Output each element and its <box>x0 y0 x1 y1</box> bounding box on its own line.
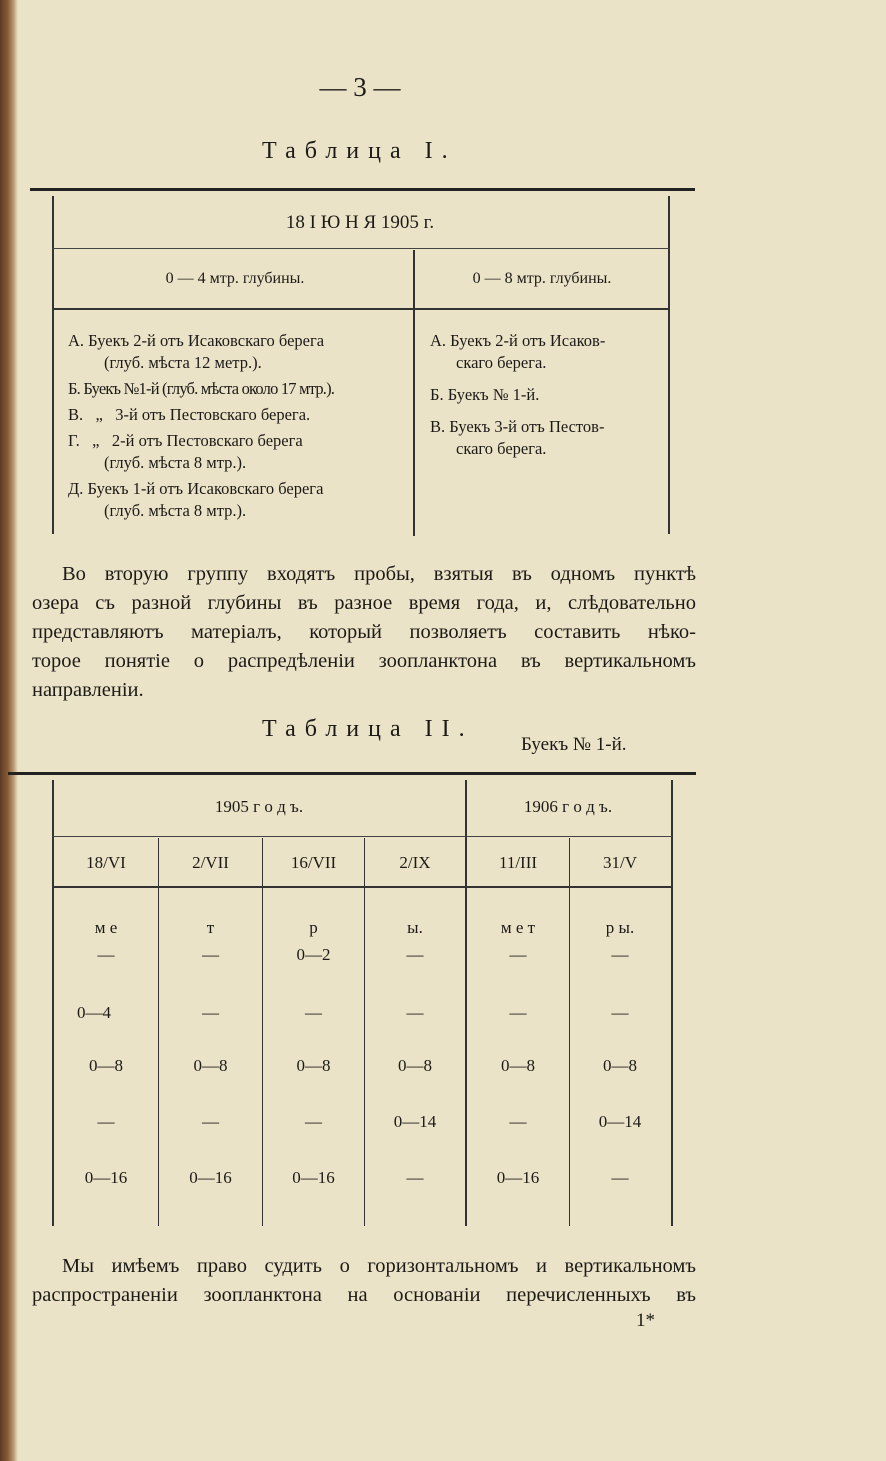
table2-right-border <box>671 780 673 1226</box>
table2-unit: м е т <box>500 918 536 937</box>
table2-top-rule <box>8 772 696 775</box>
page-number: — 3 — <box>319 72 401 102</box>
table2-unit: м е <box>94 918 118 937</box>
table1-header-divider <box>52 248 670 249</box>
table1-header: 18 I Ю Н Я 1905 г. <box>285 212 435 233</box>
table2-date: 2/IX <box>399 853 431 872</box>
list-item: В. „ 3-й отъ Пестовскаго берега. <box>68 405 311 424</box>
list-item: В. Буекъ 3-й отъ Пестов- скаго берега. <box>430 417 605 458</box>
list-item: А. Буекъ 2-й отъ Исаков- скаго берега. <box>430 331 606 372</box>
table2-date: 31/V <box>603 853 637 872</box>
table1-col-right: 0 — 8 мтр. глубины. <box>472 270 612 287</box>
table2-date: 11/III <box>498 853 538 872</box>
table2-year-1906: 1906 г о д ъ. <box>523 797 613 816</box>
table1-right-list <box>430 330 662 460</box>
list-item: Б. Буекъ № 1-й. <box>430 385 540 404</box>
table1-column-divider <box>413 250 415 536</box>
table2-unit: ы. <box>407 918 423 937</box>
table2-unit: р <box>309 918 318 937</box>
table1-subheader-divider <box>52 308 670 310</box>
paragraph-1: Во вторую группу входятъ пробы, взятыя въ одномъ пунктѣ озера съ разной глубины въ разное время года, и, слѣдовательно представляютъ матеріалъ, который позволяетъ составить нѣко- торое понятіе о распредѣленіи зоопланктона въ вертикальномъ направленіи. <box>32 563 696 701</box>
table1-top-rule <box>30 188 695 191</box>
table1-left-border <box>52 196 54 534</box>
list-item: Б. Буекъ №1-й (глуб. мѣста около 17 мтр.). <box>68 379 335 398</box>
table2-caption: Таблица II. <box>262 716 474 742</box>
table2-date: 18/VI <box>86 853 126 872</box>
list-item: А. Буекъ 2-й отъ Исаковскаго берега (глуб. мѣста 12 метр.). <box>68 331 325 372</box>
table2-unit: р ы. <box>605 918 635 937</box>
table2-buoy-label: Буекъ № 1-й. <box>521 734 627 755</box>
table1-col-left: 0 — 4 мтр. глубины. <box>165 270 305 287</box>
table1-right-border <box>668 196 670 534</box>
table2-year-1905: 1905 г о д ъ. <box>214 797 304 816</box>
table1-caption: Таблица I. <box>262 138 457 164</box>
table2-year-row-divider <box>52 836 672 837</box>
paragraph-2: Мы имѣемъ право судить о горизонтальномъ и вертикальномъ распространеніи зоопланктона на основаніи перечисленныхъ въ <box>32 1255 696 1306</box>
table2-date: 2/VII <box>192 853 229 872</box>
signature-mark: 1* <box>636 1310 655 1331</box>
table2-unit: т <box>206 918 215 937</box>
book-spine-shadow <box>0 0 18 1461</box>
list-item: Г. „ 2-й отъ Пестовскаго берега (глуб. мѣста 8 мтр.). <box>68 431 303 472</box>
table1-left-list <box>68 330 406 522</box>
list-item: Д. Буекъ 1-й отъ Исаковскаго берега (глуб. мѣста 8 мтр.). <box>68 479 324 520</box>
table2-date: 16/VII <box>290 853 337 872</box>
table2-header-divider <box>52 886 672 888</box>
